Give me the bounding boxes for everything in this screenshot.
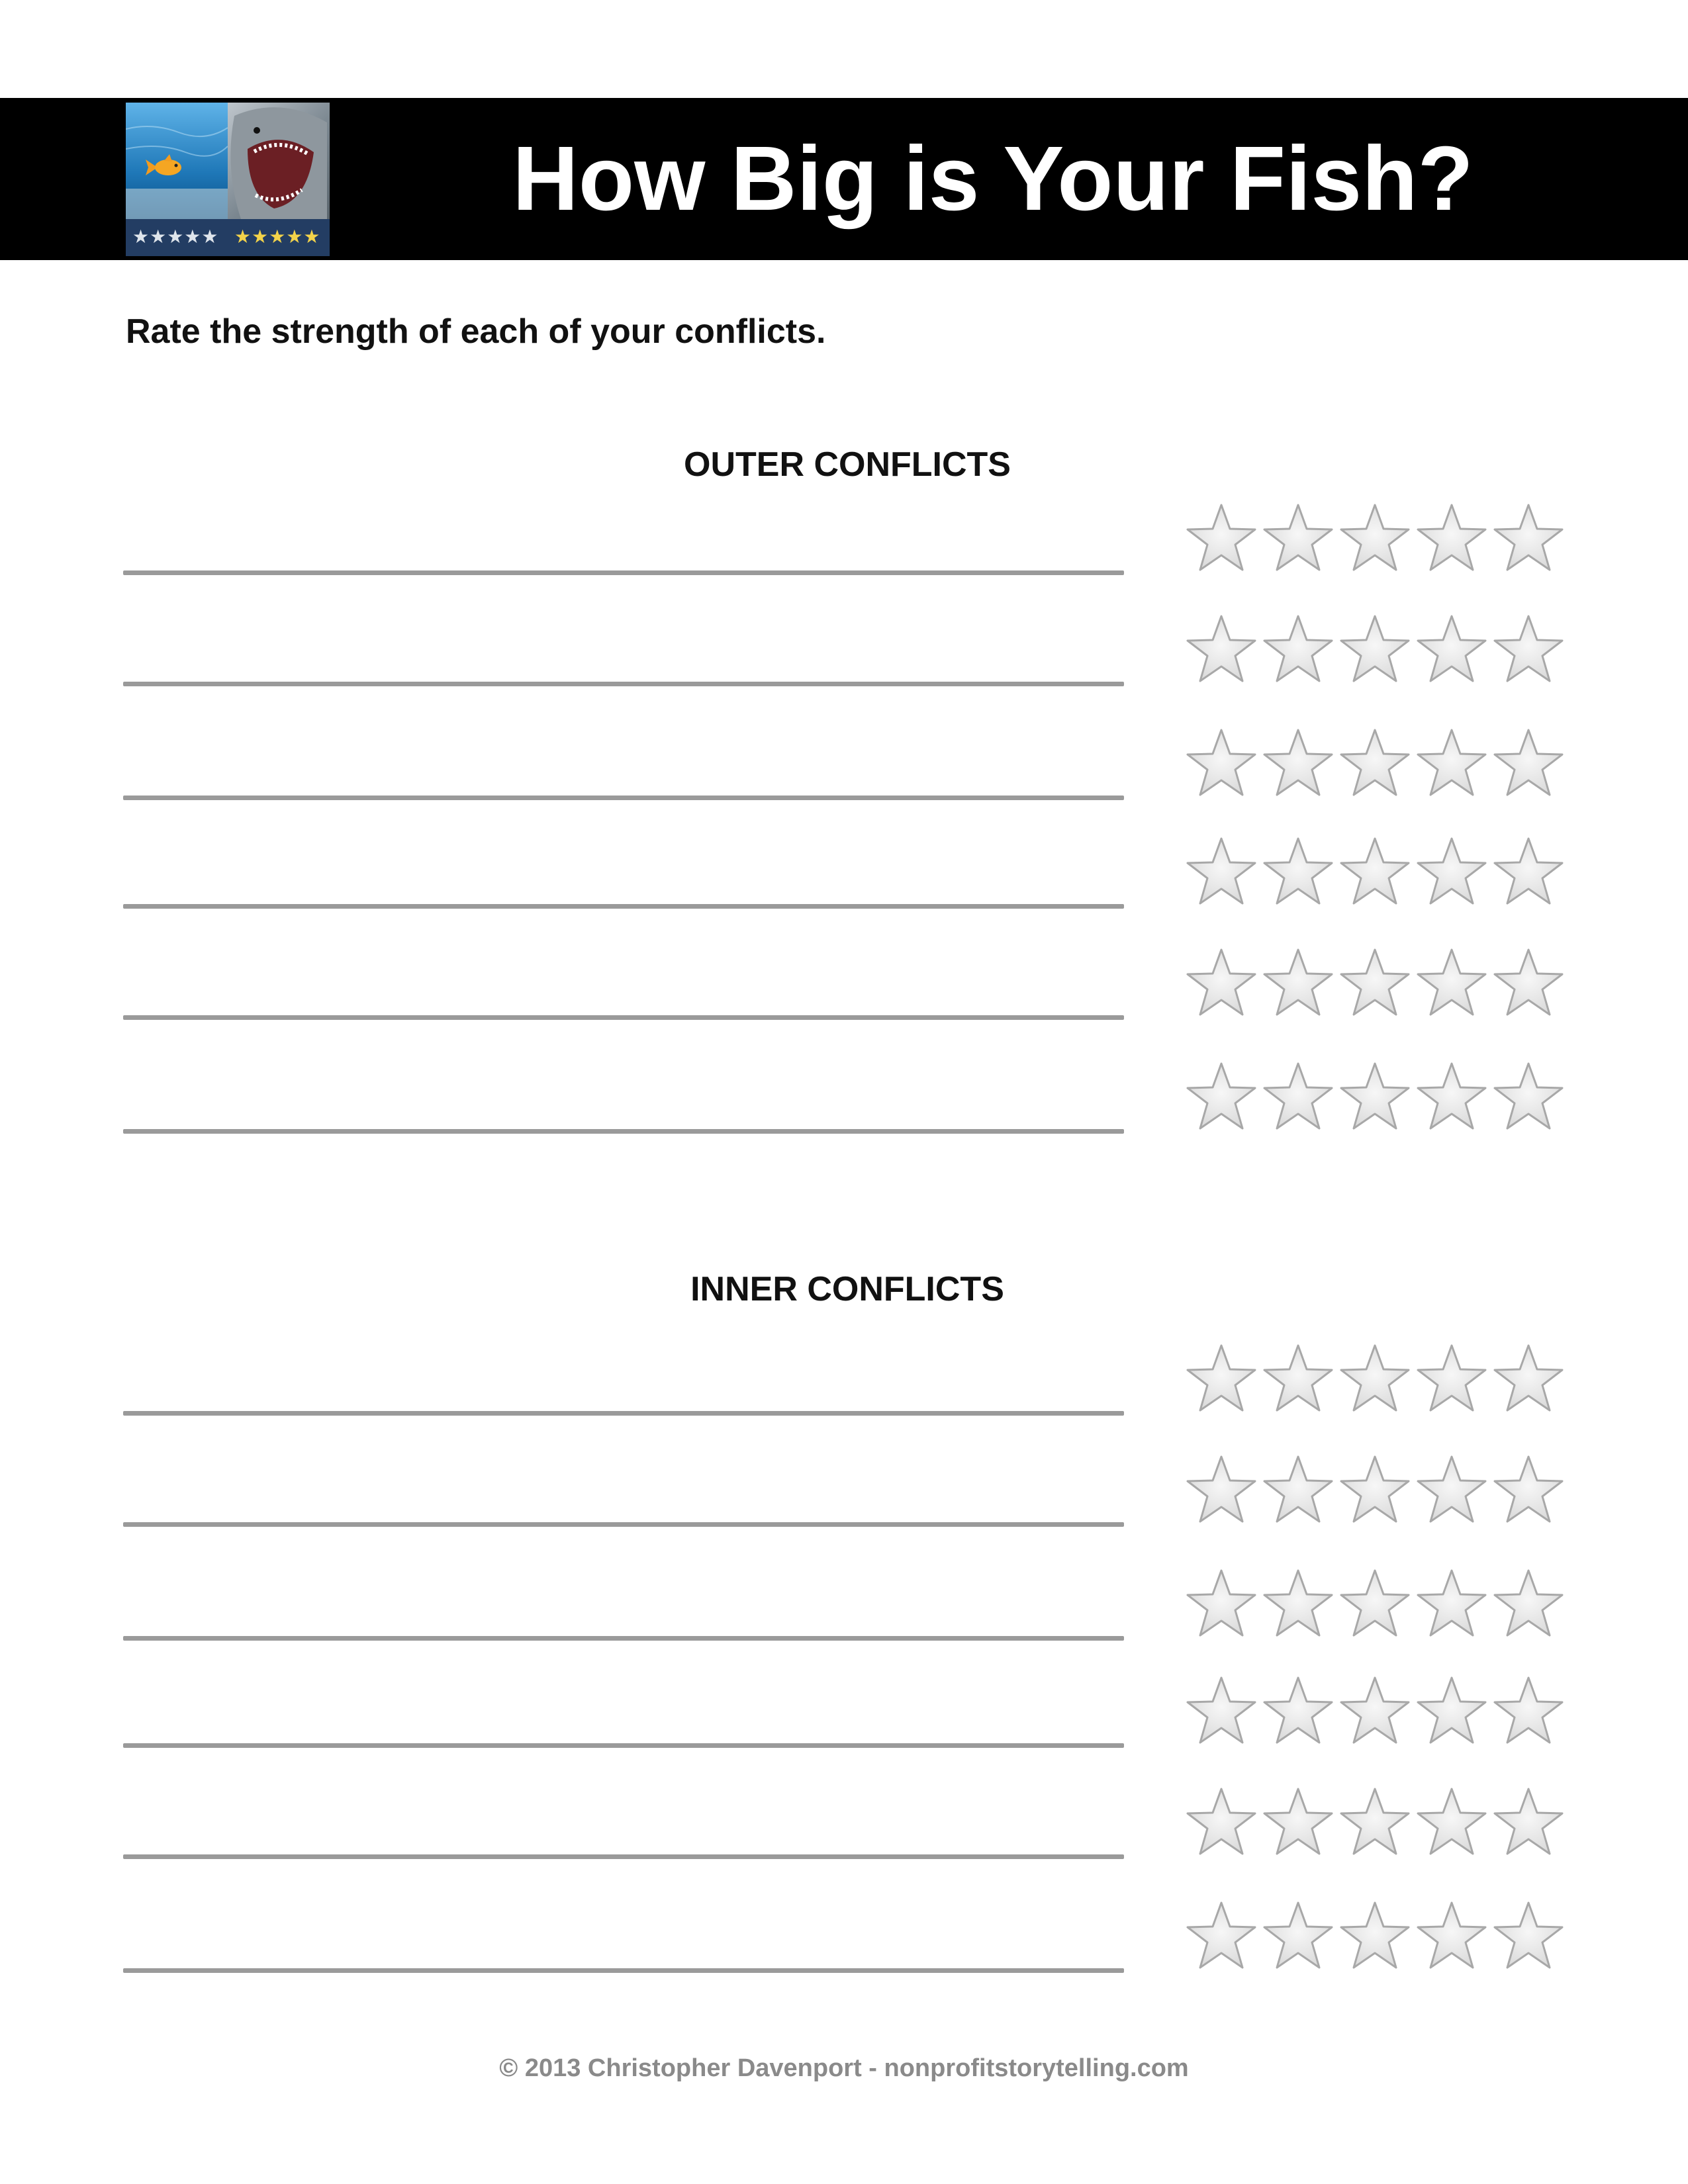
star-icon[interactable] (1185, 1455, 1262, 1527)
star-icon[interactable] (1338, 1062, 1415, 1134)
fish-logo (126, 103, 330, 256)
instruction-text: Rate the strength of each of your conflicts. (126, 312, 826, 351)
conflict-write-line[interactable] (123, 796, 1124, 800)
star-icon[interactable] (1338, 503, 1415, 576)
conflict-row (0, 614, 1688, 694)
star-icon[interactable] (1492, 1343, 1569, 1416)
goldfish-image (126, 103, 228, 219)
star-icon[interactable] (1338, 1455, 1415, 1527)
conflict-row (0, 1569, 1688, 1648)
conflict-write-line[interactable] (123, 1522, 1124, 1527)
star-icon[interactable] (1262, 1901, 1338, 1974)
star-icon[interactable] (1415, 503, 1492, 576)
inner-conflicts-heading: INNER CONFLICTS (690, 1270, 1004, 1308)
star-icon[interactable] (1492, 503, 1569, 576)
star-icon[interactable] (1338, 728, 1415, 801)
star-icon[interactable] (1492, 948, 1569, 1021)
star-rating (1185, 728, 1569, 801)
conflict-row (0, 728, 1688, 807)
conflict-write-line[interactable] (123, 1968, 1124, 1973)
star-icon[interactable] (1415, 1901, 1492, 1974)
star-rating (1185, 1569, 1569, 1641)
star-icon[interactable] (1338, 614, 1415, 687)
star-icon[interactable] (1338, 1569, 1415, 1641)
star-icon[interactable] (1262, 948, 1338, 1021)
conflict-row (0, 1901, 1688, 1980)
star-icon[interactable] (1415, 1343, 1492, 1416)
star-icon[interactable] (1492, 614, 1569, 687)
star-icon[interactable] (1185, 1676, 1262, 1749)
star-icon[interactable] (1492, 1676, 1569, 1749)
star-icon[interactable] (1415, 837, 1492, 909)
star-icon[interactable] (1262, 1676, 1338, 1749)
logo-star-icons-silver: ★★★★★ (132, 226, 219, 248)
shark-image (228, 103, 330, 219)
star-icon[interactable] (1492, 728, 1569, 801)
conflict-write-line[interactable] (123, 904, 1124, 909)
star-icon[interactable] (1262, 837, 1338, 909)
star-rating (1185, 948, 1569, 1021)
star-icon[interactable] (1415, 728, 1492, 801)
star-icon[interactable] (1185, 728, 1262, 801)
star-icon[interactable] (1185, 614, 1262, 687)
star-icon[interactable] (1262, 1787, 1338, 1860)
conflict-row (0, 1062, 1688, 1141)
star-icon[interactable] (1185, 1901, 1262, 1974)
conflict-row (0, 503, 1688, 582)
star-icon[interactable] (1492, 1901, 1569, 1974)
conflict-write-line[interactable] (123, 1854, 1124, 1859)
star-rating (1185, 1901, 1569, 1974)
star-icon[interactable] (1492, 1787, 1569, 1860)
star-icon[interactable] (1492, 1569, 1569, 1641)
page-title: How Big is Your Fish? (512, 128, 1474, 230)
star-icon[interactable] (1415, 1455, 1492, 1527)
conflict-row (0, 1787, 1688, 1866)
conflict-write-line[interactable] (123, 1411, 1124, 1416)
star-icon[interactable] (1338, 1343, 1415, 1416)
star-icon[interactable] (1415, 614, 1492, 687)
conflict-row (0, 1455, 1688, 1534)
conflict-write-line[interactable] (123, 1015, 1124, 1020)
star-rating (1185, 1676, 1569, 1749)
star-rating (1185, 614, 1569, 687)
star-icon[interactable] (1262, 1455, 1338, 1527)
star-icon[interactable] (1262, 1062, 1338, 1134)
conflict-row (0, 837, 1688, 916)
star-rating (1185, 1787, 1569, 1860)
star-icon[interactable] (1185, 503, 1262, 576)
star-rating (1185, 503, 1569, 576)
star-rating (1185, 1455, 1569, 1527)
star-icon[interactable] (1492, 1455, 1569, 1527)
conflict-write-line[interactable] (123, 1129, 1124, 1134)
conflict-row (0, 948, 1688, 1027)
logo-stars-bar (126, 219, 330, 256)
star-icon[interactable] (1338, 948, 1415, 1021)
conflict-write-line[interactable] (123, 682, 1124, 686)
star-icon[interactable] (1262, 1343, 1338, 1416)
star-icon[interactable] (1185, 1343, 1262, 1416)
star-icon[interactable] (1185, 1787, 1262, 1860)
star-icon[interactable] (1262, 614, 1338, 687)
logo-star-icons-gold: ★★★★★ (234, 226, 321, 248)
star-icon[interactable] (1415, 1569, 1492, 1641)
star-icon[interactable] (1415, 948, 1492, 1021)
conflict-write-line[interactable] (123, 570, 1124, 575)
copyright-footer: © 2013 Christopher Davenport - nonprofitstorytelling.com (499, 2054, 1189, 2082)
star-icon[interactable] (1338, 1787, 1415, 1860)
star-icon[interactable] (1185, 948, 1262, 1021)
star-rating (1185, 1062, 1569, 1134)
star-icon[interactable] (1262, 1569, 1338, 1641)
star-icon[interactable] (1185, 1569, 1262, 1641)
star-icon[interactable] (1338, 1676, 1415, 1749)
star-icon[interactable] (1415, 1062, 1492, 1134)
conflict-write-line[interactable] (123, 1636, 1124, 1641)
star-rating (1185, 837, 1569, 909)
star-icon[interactable] (1338, 1901, 1415, 1974)
conflict-row (0, 1343, 1688, 1423)
star-icon[interactable] (1262, 728, 1338, 801)
star-rating (1185, 1343, 1569, 1416)
star-icon[interactable] (1338, 837, 1415, 909)
star-icon[interactable] (1185, 837, 1262, 909)
star-icon[interactable] (1492, 837, 1569, 909)
outer-conflicts-heading: OUTER CONFLICTS (684, 445, 1011, 484)
conflict-row (0, 1676, 1688, 1755)
star-icon[interactable] (1415, 1676, 1492, 1749)
star-icon[interactable] (1415, 1787, 1492, 1860)
star-icon[interactable] (1492, 1062, 1569, 1134)
star-icon[interactable] (1185, 1062, 1262, 1134)
conflict-write-line[interactable] (123, 1743, 1124, 1748)
star-icon[interactable] (1262, 503, 1338, 576)
